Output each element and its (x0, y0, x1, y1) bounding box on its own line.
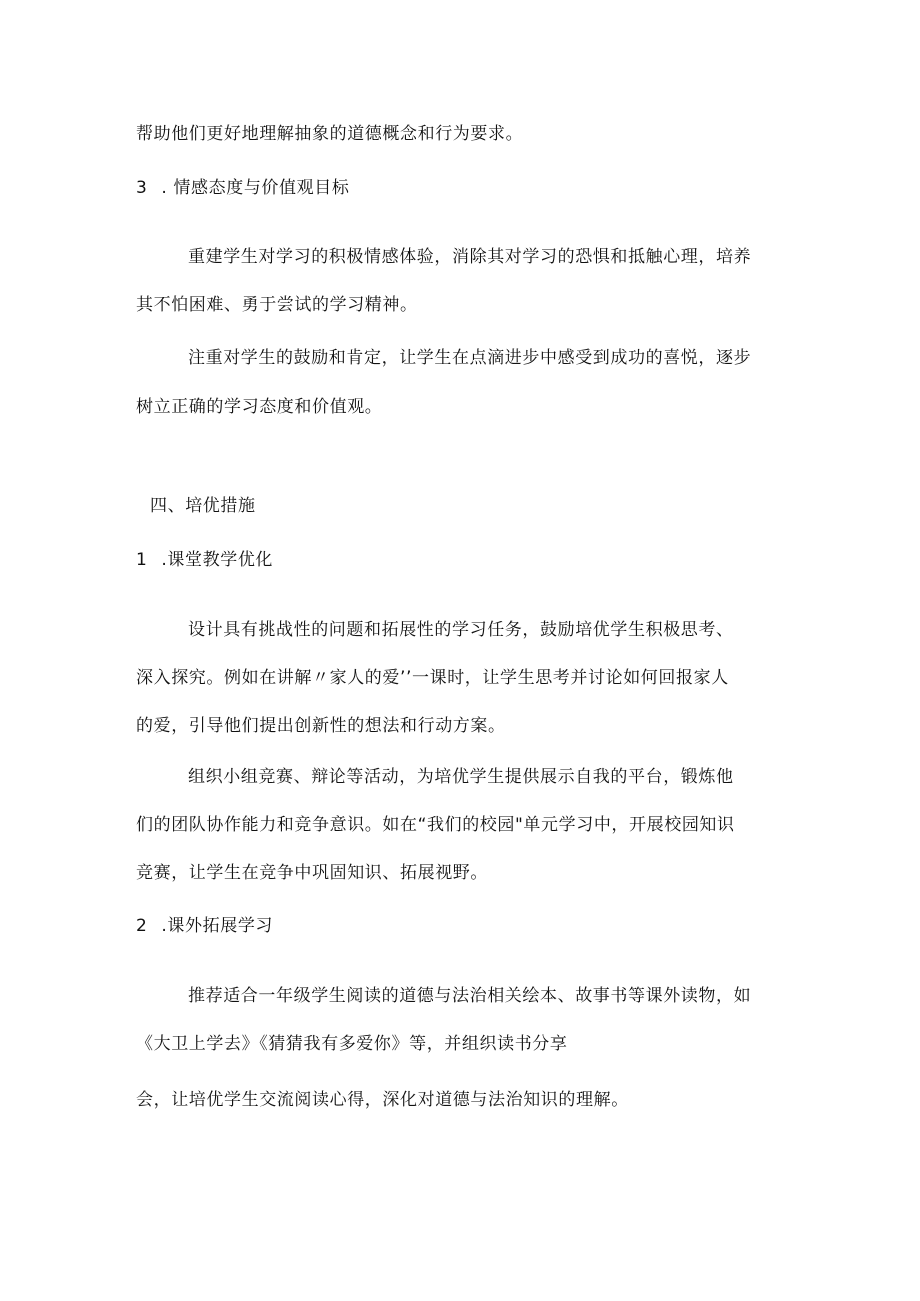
subheading-number: 3 (136, 178, 148, 198)
subheading-number: 1 (136, 550, 148, 570)
subheading-text: . 情感态度与价值观目标 (161, 178, 350, 198)
paragraph-line: 《大卫上学去》《猜猜我有多爱你》等，并组织读书分享 (136, 1034, 568, 1054)
subheading-1 (136, 548, 273, 572)
section-heading-4: 四、培优措施 (150, 496, 256, 516)
paragraph-line: 们的团队协作能力和竞争意识。如在“我们的校园"单元学习中，开展校园知识 (136, 815, 735, 835)
paragraph-line: 帮助他们更好地理解抽象的道德概念和行为要求。 (136, 124, 524, 144)
paragraph-line: 会，让培优学生交流阅读心得，深化对道德与法治知识的理解。 (136, 1090, 629, 1110)
subheading-3 (136, 176, 349, 200)
paragraph-line: 注重对学生的鼓励和肯定，让学生在点滴进步中感受到成功的喜悦，逐步 (188, 348, 752, 368)
paragraph-line: 的爱，引导他们提出创新性的想法和行动方案。 (136, 716, 506, 736)
paragraph-line: 推荐适合一年级学生阅读的道德与法治相关绘本、故事书等课外读物，如 (188, 986, 752, 1006)
paragraph-line: 竞赛，让学生在竞争中巩固知识、拓展视野。 (136, 863, 488, 883)
paragraph-line: 深入探究。例如在讲解〃家人的爱’’一课时，让学生思考并讨论如何回报家人 (136, 668, 729, 688)
subheading-text: .课外拓展学习 (161, 916, 274, 936)
paragraph-line: 其不怕困难、勇于尝试的学习精神。 (136, 295, 418, 315)
subheading-text: .课堂教学优化 (161, 550, 274, 570)
paragraph-line: 重建学生对学习的积极情感体验，消除其对学习的恐惧和抵触心理，培养 (188, 247, 752, 267)
paragraph-line: 树立正确的学习态度和价值观。 (136, 397, 383, 417)
subheading-2 (136, 914, 273, 938)
paragraph-line: 设计具有挑战性的问题和拓展性的学习任务，鼓励培优学生积极思考、 (188, 620, 734, 640)
paragraph-line: 组织小组竞赛、辩论等活动，为培优学生提供展示自我的平台，锻炼他 (188, 767, 734, 787)
subheading-number: 2 (136, 916, 148, 936)
